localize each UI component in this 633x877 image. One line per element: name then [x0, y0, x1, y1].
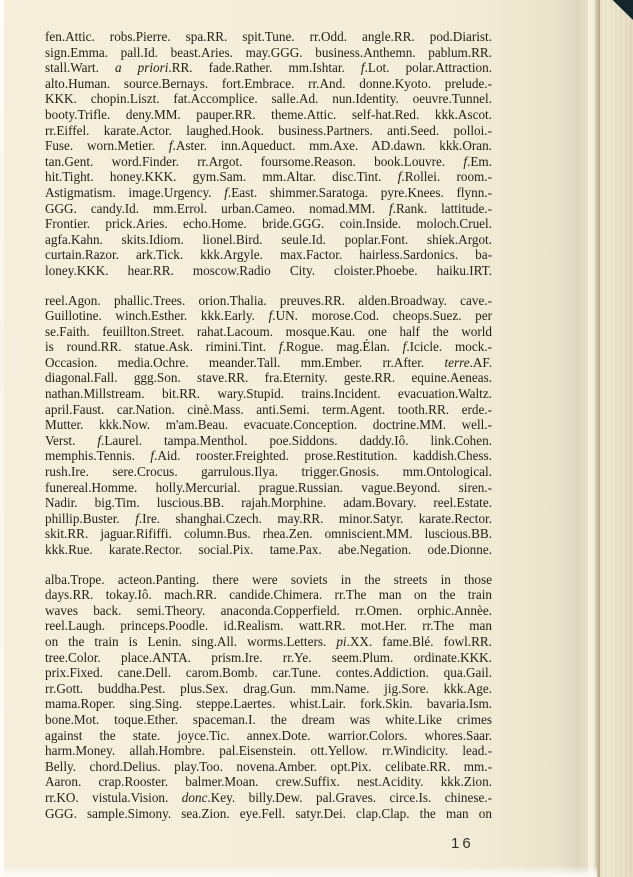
text-line: booty.Trifle. deny.MM. pauper.RR. theme.Attic. self-hat.Red. kkk.Ascot.: [45, 106, 492, 122]
page-number: 16: [451, 835, 474, 852]
text-line: Occasion. media.Ochre. meander.Tall. mm.Ember. rr.After. terre.AF.: [45, 354, 492, 370]
text-line: Frontier. prick.Aries. echo.Home. bride.GGG. coin.Inside. moloch.Cruel.: [45, 216, 492, 232]
text-line: reel.Laugh. princeps.Poodle. id.Realism. watt.RR. mot.Her. rr.The man: [45, 618, 492, 634]
paragraph: [45, 572, 492, 822]
text-line: se.Faith. feuillton.Street. rahat.Lacoum. mosque.Kau. one half the world: [45, 323, 492, 339]
text-line: rr.KO. vistula.Vision. donc.Key. billy.Dew. pal.Graves. circe.Is. chinese.-: [45, 789, 492, 805]
text-line: Guillotine. winch.Esther. kkk.Early. f.UN. morose.Cod. cheops.Suez. per: [45, 308, 493, 324]
text-line: Belly. chord.Delius. play.Too. novena.Amber. opt.Pix. celibate.RR. mm.-: [45, 758, 492, 774]
text-line: alto.Human. source.Bernays. fort.Embrace. rr.And. donne.Kyoto. prelude.-: [45, 75, 492, 91]
text-line: diagonal.Fall. ggg.Son. stave.RR. fra.Eternity. geste.RR. equine.Aeneas.: [45, 370, 492, 386]
text-line: prix.Fixed. cane.Dell. carom.Bomb. car.Tune. contes.Addiction. qua.Gail.: [45, 665, 492, 681]
text-line: skit.RR. jaguar.Rififfi. column.Bus. rhea.Zen. omniscient.MM. luscious.BB.: [45, 526, 492, 542]
page-edge-line: [588, 0, 600, 877]
scan-left-edge: [0, 0, 4, 877]
text-line: Nadir. big.Tim. luscious.BB. rajah.Morphine. adam.Bovary. reel.Estate.: [45, 495, 492, 511]
text-line: GGG. sample.Simony. sea.Zion. eye.Fell. satyr.Dei. clap.Clap. the man on: [45, 805, 492, 821]
text-line: harm.Money. allah.Hombre. pal.Eisenstein. ott.Yellow. rr.Windicity. lead.-: [45, 743, 492, 759]
text-line: mama.Roper. sing.Sing. steppe.Laertes. whist.Lair. fork.Skin. bavaria.Ism.: [45, 696, 492, 712]
text-line: rush.Ire. sere.Crocus. garrulous.Ilya. trigger.Gnosis. mm.Ontological.: [45, 464, 492, 480]
text-line: loney.KKK. hear.RR. moscow.Radio City. cloister.Phoebe. haiku.IRT.: [45, 262, 492, 278]
text-line: funereal.Homme. holly.Mercurial. prague.Russian. vague.Beyond. siren.-: [45, 479, 492, 495]
text-line: Astigmatism. image.Urgency. f.East. shimmer.Saratoga. pyre.Knees. flynn.-: [45, 184, 492, 200]
text-line: agfa.Kahn. skits.Idiom. lionel.Bird. seule.Id. poplar.Font. shiek.Argot.: [45, 231, 492, 247]
text-line: kkk.Rue. karate.Rector. social.Pix. tame.Pax. abe.Negation. ode.Dionne.: [45, 542, 492, 557]
text-line: nathan.Millstream. bit.RR. wary.Stupid. trains.Incident. evacuation.Waltz.: [45, 386, 492, 402]
text-line: april.Faust. car.Nation. cinè.Mass. anti.Semi. term.Agent. tooth.RR. erde.-: [45, 401, 492, 417]
text-line: on the train is Lenin. sing.All. worms.Letters. pi.XX. fame.Blé. fowl.RR.: [45, 633, 492, 649]
text-line: hit.Tight. honey.KKK. gym.Sam. mm.Altar. disc.Tint. f.Rollei. room.-: [45, 169, 492, 185]
text-line: GGG. candy.Id. mm.Errol. urban.Cameo. nomad.MM. f.Rank. lattitude.-: [45, 200, 492, 216]
text-line: waves back. semi.Theory. anaconda.Copperfield. rr.Omen. orphic.Annèe.: [45, 602, 492, 618]
text-line: Verst. f.Laurel. tampa.Menthol. poe.Siddons. daddy.Iô. link.Cohen.: [45, 432, 492, 448]
text-line: rr.Eiffel. karate.Actor. laughed.Hook. business.Partners. anti.Seed. polloi.-: [45, 122, 492, 138]
text-line: tree.Color. place.ANTA. prism.Ire. rr.Ye. seem.Plum. ordinate.KKK.: [45, 649, 492, 665]
text-line: Mutter. kkk.Now. m'am.Beau. evacuate.Conception. doctrine.MM. well.-: [45, 417, 492, 433]
text-line: against the state. joyce.Tic. annex.Dote. warrior.Colors. whores.Saar.: [45, 727, 492, 743]
text-line: curtain.Razor. ark.Tick. kkk.Argyle. max.Factor. hairless.Sardonics. ba-: [45, 247, 492, 263]
text-line: reel.Agon. phallic.Trees. orion.Thalia. preuves.RR. alden.Broadway. cave.-: [45, 292, 492, 308]
adjacent-page-edge: [600, 0, 633, 877]
text-line: days.RR. tokay.Iô. mach.RR. candide.Chimera. rr.The man on the train: [45, 587, 492, 603]
paragraph: [45, 29, 492, 279]
text-line: sign.Emma. pall.Id. beast.Aries. may.GGG. business.Anthemn. pablum.RR.: [45, 44, 492, 60]
text-line: Aaron. crap.Rooster. balmer.Moan. crew.Suffix. nest.Acidity. kkk.Zion.: [45, 774, 492, 790]
text-line: tan.Gent. word.Finder. rr.Argot. foursome.Reason. book.Louvre. f.Em.: [45, 153, 492, 169]
scan-bottom-edge: [0, 866, 597, 877]
text-line: alba.Trope. acteon.Panting. there were soviets in the streets in those: [45, 571, 492, 587]
text-line: KKK. chopin.Liszt. fat.Accomplice. salle.Ad. nun.Identity. oeuvre.Tunnel.: [45, 91, 492, 107]
text-line: Fuse. worn.Metier. f.Aster. inn.Aqueduct. mm.Axe. AD.dawn. kkk.Oran.: [45, 138, 492, 154]
text-line: is round.RR. statue.Ask. rimini.Tint. f.Rogue. mag.Élan. f.Icicle. mock.-: [45, 339, 492, 355]
text-line: rr.Gott. buddha.Pest. plus.Sex. drag.Gun. mm.Name. jig.Sore. kkk.Age.: [45, 680, 492, 696]
paragraph: [45, 293, 492, 558]
text-line: fen.Attic. robs.Pierre. spa.RR. spit.Tune. rr.Odd. angle.RR. pod.Diarist.: [45, 29, 492, 44]
text-line: phillip.Buster. f.Ire. shanghai.Czech. may.RR. minor.Satyr. karate.Rector.: [45, 510, 493, 526]
text-block: [45, 29, 492, 821]
text-line: bone.Mot. toque.Ether. spaceman.I. the dream was white.Like crimes: [45, 711, 492, 727]
text-line: stall.Wart. a priori.RR. fade.Rather. mm.Ishtar. f.Lot. polar.Attraction.: [45, 60, 492, 76]
text-line: memphis.Tennis. f.Aid. rooster.Freighted. prose.Restitution. kaddish.Chess.: [45, 448, 492, 464]
